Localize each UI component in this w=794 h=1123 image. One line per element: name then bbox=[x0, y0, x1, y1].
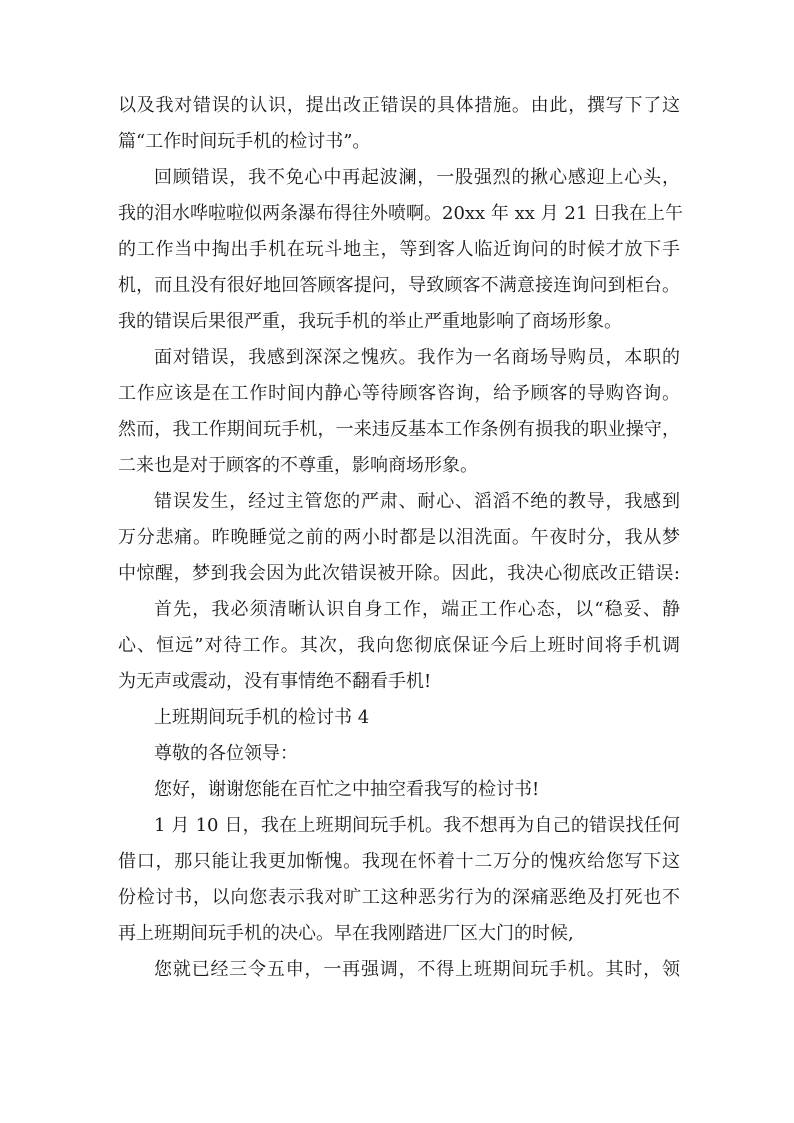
text-line: 我的泪水哗啦啦似两条瀑布得往外喷啊。20xx 年 xx 月 21 日我在上午 bbox=[118, 203, 684, 224]
section-heading: 上班期间玩手机的检讨书 4 bbox=[154, 707, 370, 728]
text-line: 1 月 10 日，我在上班期间玩手机。我不想再为自己的错误找任何 bbox=[154, 815, 680, 836]
text-line: 中惊醒，梦到我会因为此次错误被开除。因此，我决心彻底改正错误: bbox=[118, 563, 680, 584]
text-line: 份检讨书，以向您表示我对旷工这种恶劣行为的深痛恶绝及打死也不 bbox=[118, 887, 680, 908]
text-line: 再上班期间玩手机的决心。早在我刚踏进厂区大门的时候, bbox=[118, 923, 574, 944]
text-line: 机，而且没有很好地回答顾客提问，导致顾客不满意接连询问到柜台。 bbox=[118, 275, 680, 296]
text-line: 为无声或震动，没有事情绝不翻看手机! bbox=[118, 671, 432, 692]
text-line: 心、恒远”对待工作。其次，我向您彻底保证今后上班时间将手机调 bbox=[118, 635, 680, 656]
text-line: 您好，谢谢您能在百忙之中抽空看我写的检讨书! bbox=[154, 779, 540, 800]
document-body bbox=[118, 88, 684, 988]
text-line: 工作应该是在工作时间内静心等待顾客咨询，给予顾客的导购咨询。 bbox=[118, 383, 680, 404]
salutation: 尊敬的各位领导： bbox=[154, 743, 298, 764]
text-line: 回顾错误，我不免心中再起波澜，一股强烈的揪心感迎上心头， bbox=[154, 167, 680, 188]
text-line: 万分悲痛。昨晚睡觉之前的两小时都是以泪洗面。午夜时分，我从梦 bbox=[118, 527, 680, 548]
text-line: 的工作当中掏出手机在玩斗地主，等到客人临近询问的时候才放下手 bbox=[118, 239, 680, 260]
text-line: 篇“工作时间玩手机的检讨书”。 bbox=[118, 131, 371, 152]
text-line: 首先，我必须清晰认识自身工作，端正工作心态，以“稳妥、静 bbox=[154, 599, 680, 620]
text-line: 借口，那只能让我更加惭愧。我现在怀着十二万分的愧疚给您写下这 bbox=[118, 851, 680, 872]
text-line: 面对错误，我感到深深之愧疚。我作为一名商场导购员，本职的 bbox=[154, 347, 680, 368]
text-line: 错误发生，经过主管您的严肃、耐心、滔滔不绝的教导，我感到 bbox=[154, 491, 680, 512]
text-line: 以及我对错误的认识，提出改正错误的具体措施。由此，撰写下了这 bbox=[118, 95, 680, 116]
text-line: 二来也是对于顾客的不尊重，影响商场形象。 bbox=[118, 455, 478, 476]
text-line: 我的错误后果很严重，我玩手机的举止严重地影响了商场形象。 bbox=[118, 311, 622, 332]
text-line: 然而，我工作期间玩手机，一来违反基本工作条例有损我的职业操守， bbox=[118, 419, 680, 440]
text-line: 您就已经三令五申，一再强调，不得上班期间玩手机。其时，领 bbox=[154, 959, 680, 980]
